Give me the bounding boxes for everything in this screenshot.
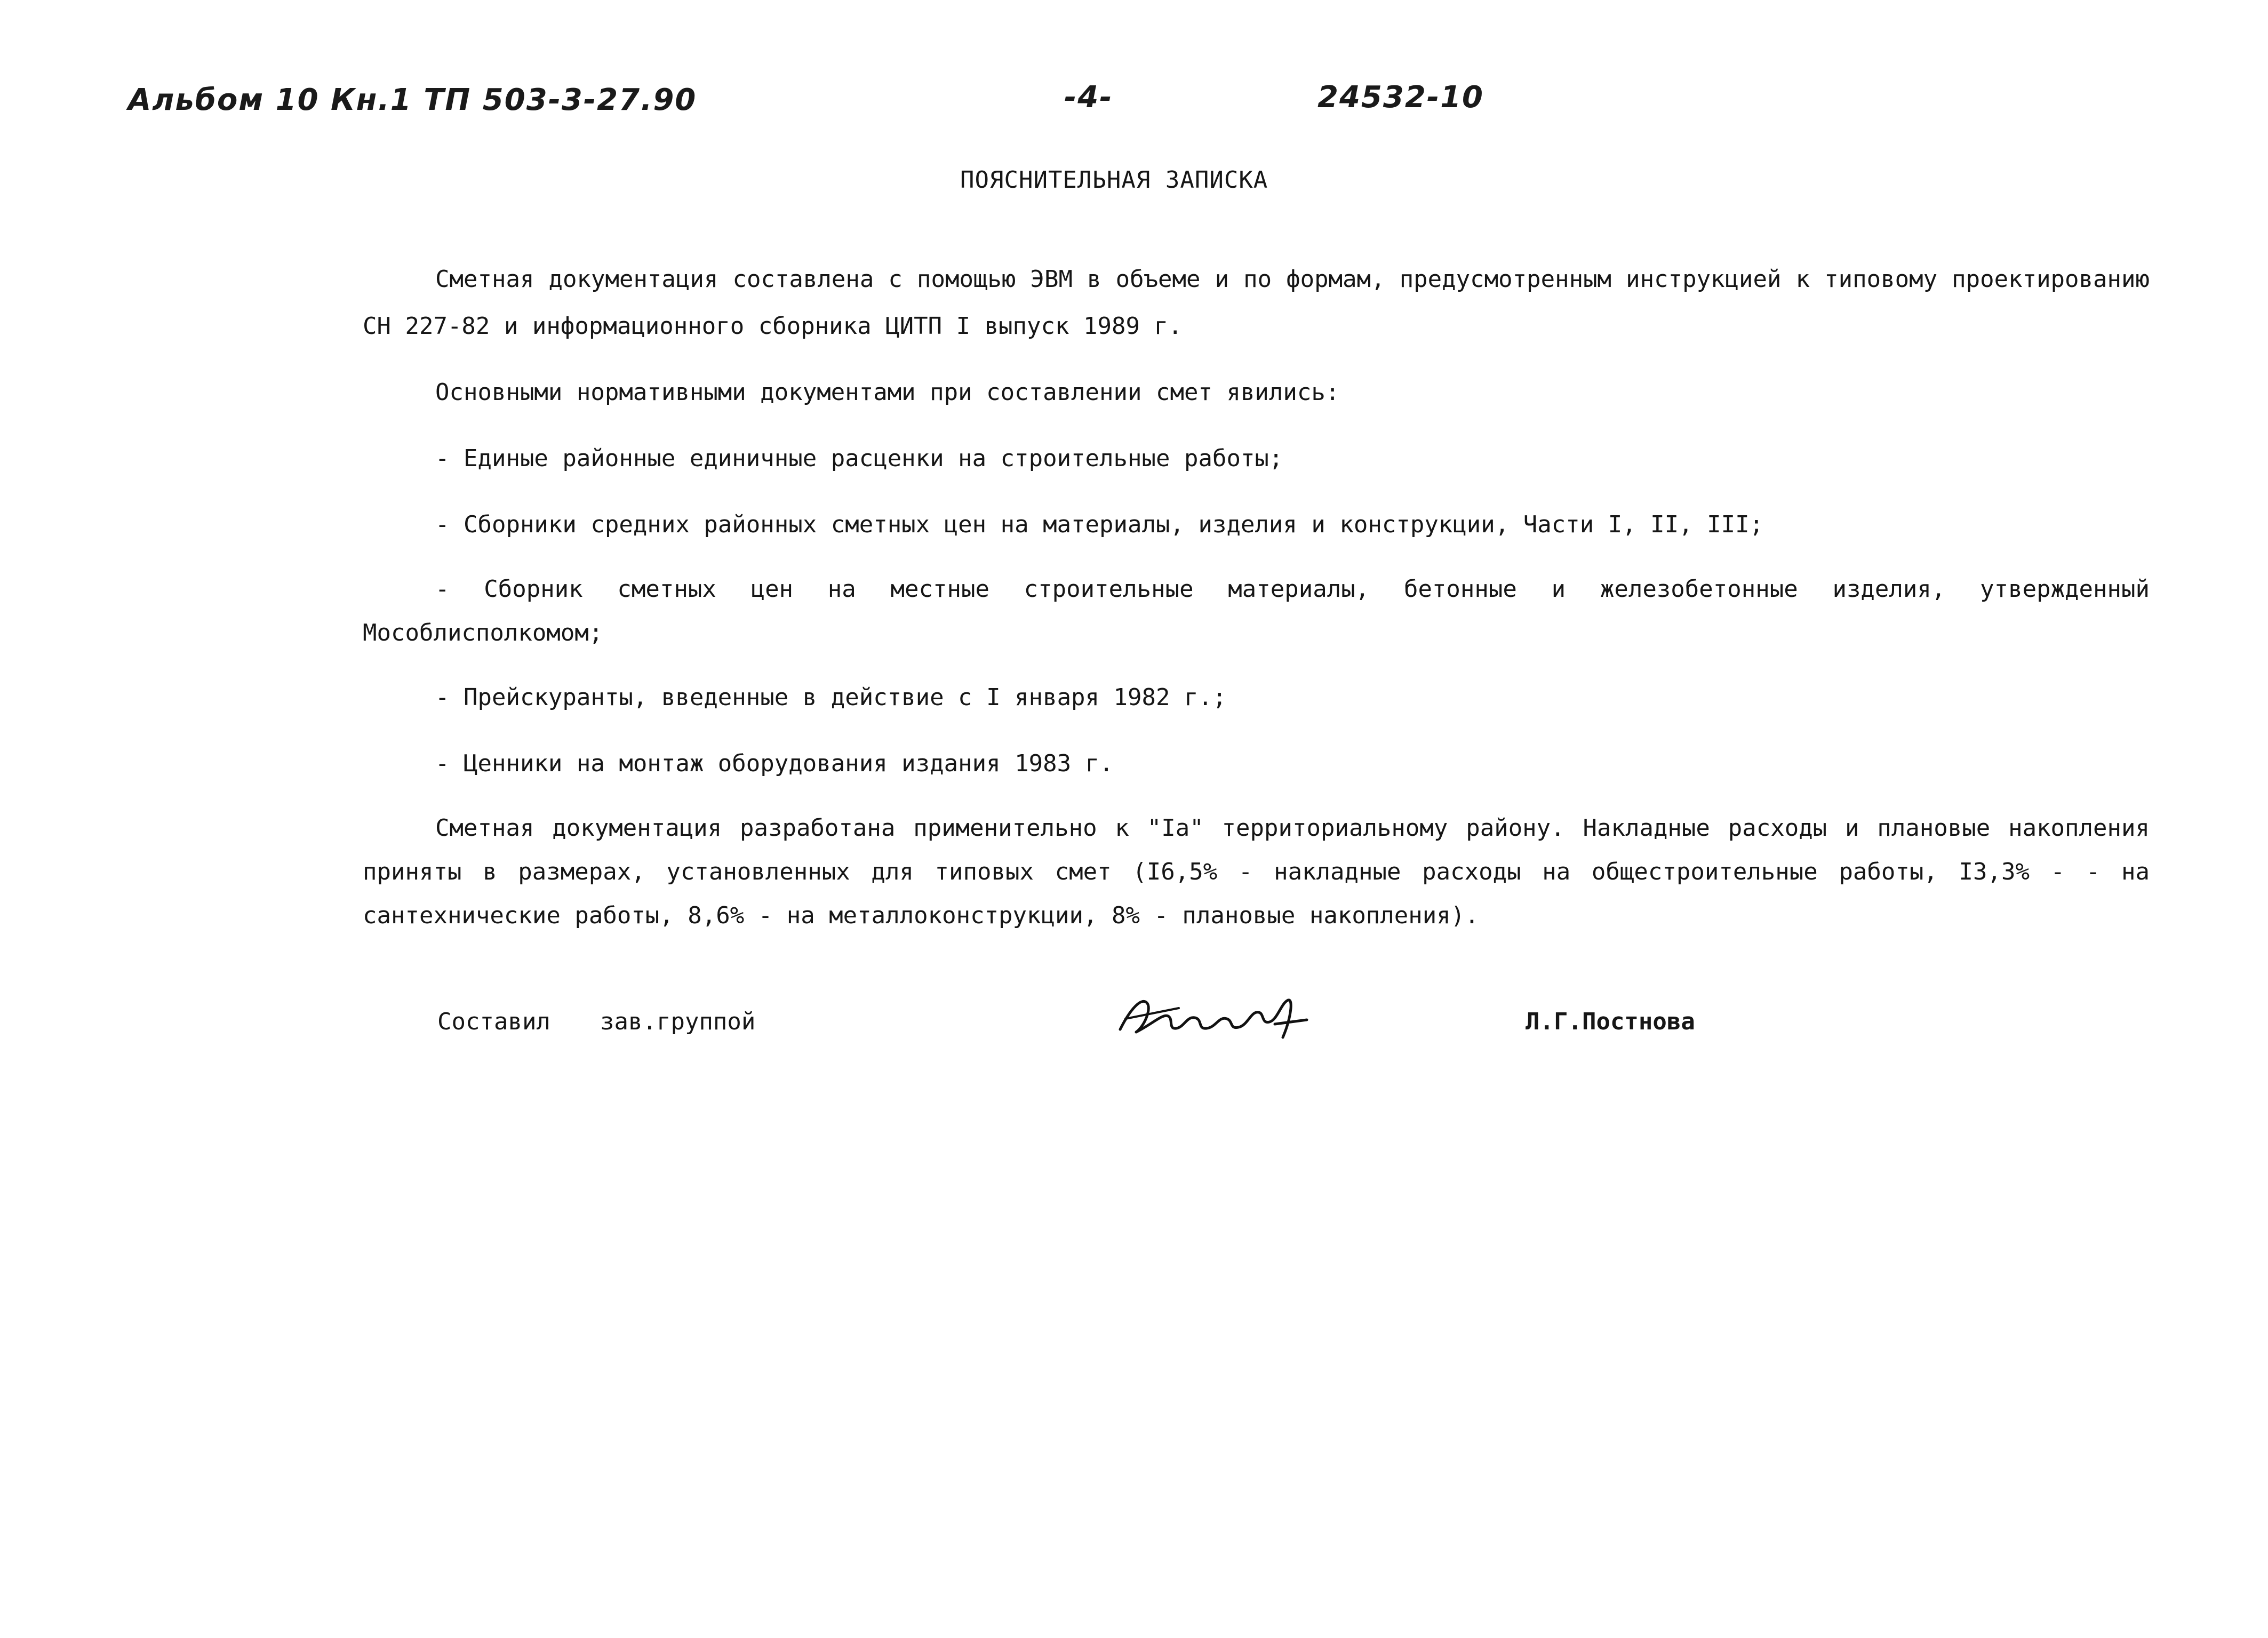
note-body [363, 256, 2150, 957]
list-item: - Ценники на монтаж оборудования издания 1983 г. [435, 750, 1114, 777]
album-reference: Альбом 10 Кн.1 ТП 503-3-27.90 [128, 83, 697, 117]
list-item: - Прейскуранты, введенные в действие с I января 1982 г.; [435, 684, 1227, 711]
page-title: ПОЯСНИТЕЛЬНАЯ ЗАПИСКА [960, 166, 1268, 194]
list-item: - Сборники средних районных сметных цен на материалы, изделия и конструкции, Части I, II, III; [435, 511, 1764, 538]
signature-block [437, 1008, 1824, 1061]
position-label: зав.группой [600, 1008, 756, 1035]
paragraph-documents-heading: Основными нормативными документами при составлении смет явились: [435, 379, 1340, 406]
signature-image [1115, 987, 1317, 1045]
paragraph-intro: Сметная документация составлена с помощью ЭВМ в объеме и по формам, предусмотренным инструкцией к типовому проектированию СН 227-82 и информационного сборника ЦИТП I выпуск 1989 г. [363, 266, 2150, 340]
list-item: - Сборник сметных цен на местные строительные материалы, бетонные и железобетонные изделия, утвержденный Мособлисполкомом; [363, 576, 2150, 646]
list-item: - Единые районные единичные расценки на строительные работы; [435, 445, 1283, 472]
compiled-by-label: Составил [437, 1008, 550, 1035]
signer-name: Л.Г.Постнова [1526, 1008, 1695, 1035]
page-number: -4- [1064, 80, 1113, 115]
document-code: 24532-10 [1317, 80, 1484, 115]
paragraph-overheads: Сметная документация разработана применительно к "Iа" территориальному району. Накладные расходы и плановые накопления приняты в размерах, установленных для типовых смет (I6,5% - накладные расходы на общестроительные работы, I3,3% - - на сантехнические работы, 8,6% - на металлоконструкции, 8% - плановые накопления). [363, 814, 2150, 929]
